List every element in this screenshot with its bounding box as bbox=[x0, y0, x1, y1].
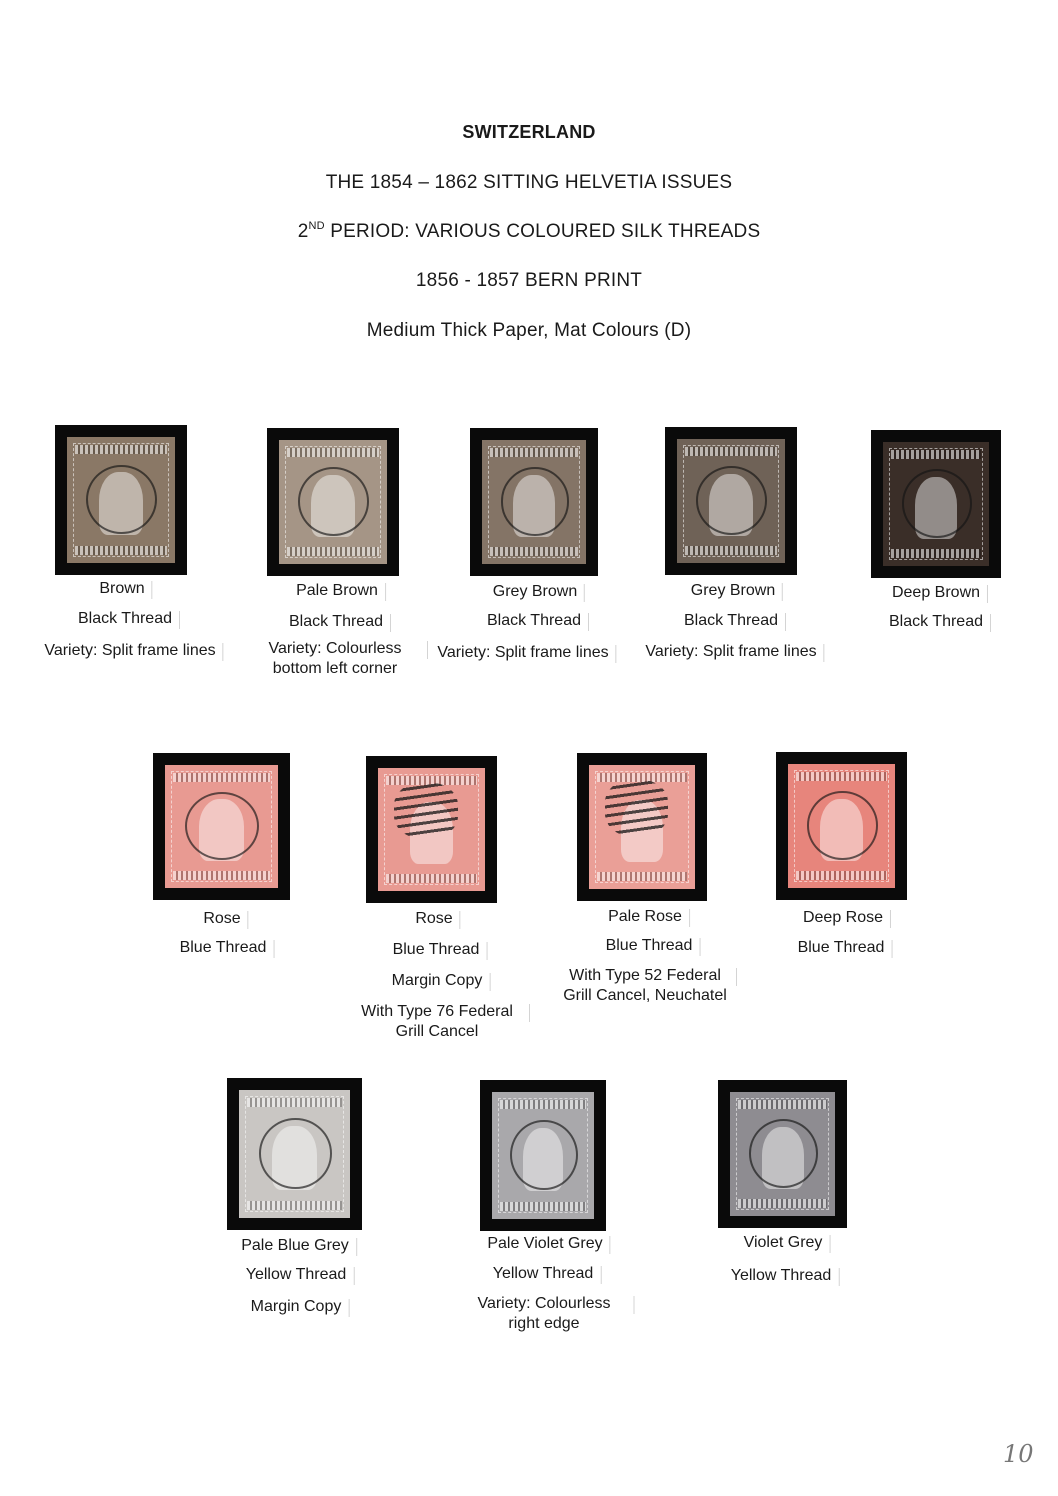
stamp-colour: Pale Rose bbox=[608, 908, 682, 925]
stamp-colour: Deep Brown bbox=[891, 584, 981, 601]
stamp-colour: Rose bbox=[203, 910, 241, 927]
stamp-colour: Grey Brown bbox=[690, 582, 776, 599]
stamp-colour: Pale Violet Grey bbox=[487, 1235, 603, 1252]
stamp-image bbox=[267, 428, 399, 576]
stamp-thread: Blue Thread bbox=[179, 939, 267, 956]
stamp-thread: Blue Thread bbox=[797, 939, 885, 956]
stamp-note: With Type 76 Federal Grill Cancel bbox=[352, 1002, 522, 1042]
stamp-colour: Pale Brown bbox=[296, 582, 378, 599]
stamp-note: Variety: Colourless right edge bbox=[462, 1294, 627, 1334]
stamp-note: Variety: Colourless bottom left corner bbox=[250, 639, 420, 679]
stamp-thread: Black Thread bbox=[487, 612, 581, 629]
page-number: 10 bbox=[1003, 1440, 1034, 1468]
stamp-colour: Brown bbox=[99, 580, 145, 597]
paper-heading: Medium Thick Paper, Mat Colours (D) bbox=[366, 320, 692, 341]
stamp-image bbox=[227, 1078, 362, 1230]
stamp-image bbox=[665, 427, 797, 575]
stamp-image bbox=[871, 430, 1001, 578]
stamp-colour: Deep Rose bbox=[802, 909, 884, 926]
stamp-image bbox=[776, 752, 907, 900]
stamp-extra: Margin Copy bbox=[250, 1298, 342, 1315]
stamp-image bbox=[577, 753, 707, 901]
stamp-image bbox=[718, 1080, 847, 1228]
stamp-thread: Yellow Thread bbox=[492, 1265, 594, 1282]
stamp-thread: Yellow Thread bbox=[730, 1267, 832, 1284]
stamp-colour: Grey Brown bbox=[492, 583, 578, 600]
stamp-colour: Pale Blue Grey bbox=[241, 1237, 349, 1254]
period-heading: 2ND PERIOD: VARIOUS COLOURED SILK THREADS bbox=[297, 220, 761, 242]
print-heading: 1856 - 1857 BERN PRINT bbox=[415, 270, 643, 291]
stamp-note: Variety: Split frame lines bbox=[44, 642, 216, 659]
stamp-thread: Black Thread bbox=[289, 613, 383, 630]
page-title: SWITZERLAND bbox=[462, 122, 596, 142]
stamp-image bbox=[366, 756, 497, 903]
stamp-image bbox=[153, 753, 290, 900]
stamp-colour: Rose bbox=[415, 910, 453, 927]
stamp-thread: Black Thread bbox=[684, 612, 778, 629]
stamp-colour: Violet Grey bbox=[743, 1234, 823, 1251]
stamp-note: With Type 52 Federal Grill Cancel, Neuchatel bbox=[561, 966, 729, 1006]
stamp-thread: Blue Thread bbox=[605, 937, 693, 954]
stamp-image bbox=[480, 1080, 606, 1231]
stamp-thread: Black Thread bbox=[889, 613, 983, 630]
stamp-image bbox=[55, 425, 187, 575]
stamp-note: Variety: Split frame lines bbox=[645, 643, 817, 660]
stamp-image bbox=[470, 428, 598, 576]
stamp-thread: Yellow Thread bbox=[245, 1266, 347, 1283]
stamp-extra: Margin Copy bbox=[391, 972, 483, 989]
stamp-thread: Blue Thread bbox=[392, 941, 480, 958]
stamp-note: Variety: Split frame lines bbox=[437, 644, 609, 661]
stamp-thread: Black Thread bbox=[78, 610, 172, 627]
issue-heading: THE 1854 – 1862 SITTING HELVETIA ISSUES bbox=[325, 172, 733, 193]
